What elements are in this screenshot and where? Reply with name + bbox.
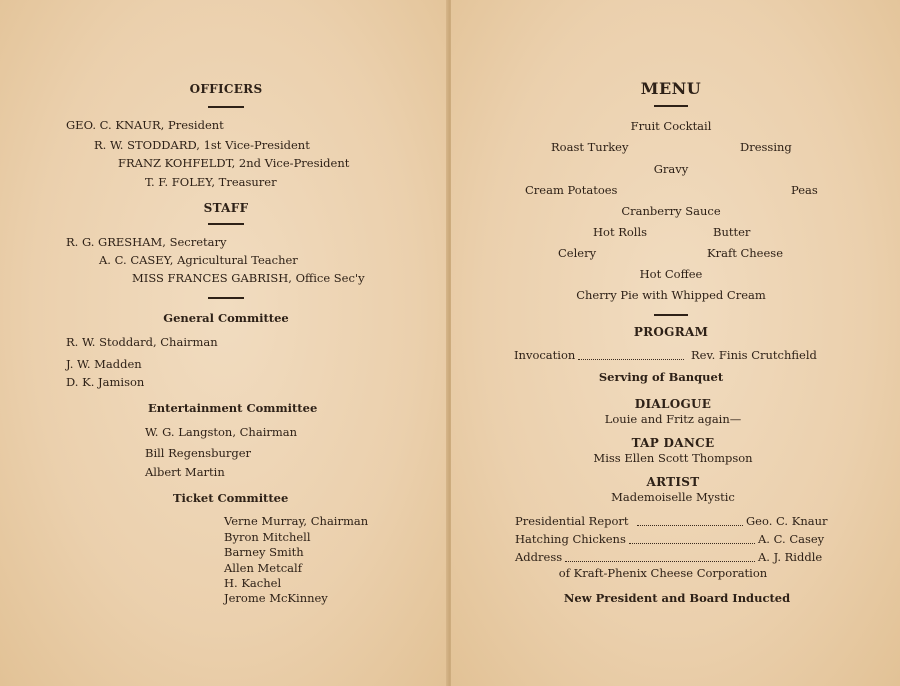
ticket-committee-member: Byron Mitchell — [224, 530, 311, 544]
menu-item-cherry-pie: Cherry Pie with Whipped Cream — [576, 288, 766, 302]
general-committee-member: J. W. Madden — [66, 357, 142, 371]
menu-rule — [654, 105, 688, 107]
entertainment-committee-heading: Entertainment Committee — [148, 401, 318, 415]
ticket-committee-member: Allen Metcalf — [224, 561, 302, 575]
officer-president: GEO. C. KNAUR, President — [66, 118, 224, 132]
entertainment-committee-member: W. G. Langston, Chairman — [145, 425, 298, 439]
program-hatching-leader — [629, 543, 755, 544]
staff-office-secretary: MISS FRANCES GABRISH, Office Sec'y — [132, 271, 365, 285]
officer-treasurer: T. F. FOLEY, Treasurer — [145, 175, 277, 189]
program-address-organization: of Kraft-Phenix Cheese Corporation — [558, 566, 768, 580]
staff-end-rule — [208, 297, 244, 299]
program-heading: PROGRAM — [633, 325, 709, 339]
program-address-label: Address — [515, 550, 563, 564]
general-committee-member: D. K. Jamison — [66, 375, 145, 389]
menu-item-celery: Celery — [558, 246, 597, 260]
general-committee-heading: General Committee — [163, 311, 289, 325]
program-invocation-name: Rev. Finis Crutchfield — [691, 348, 817, 362]
menu-item-hot-rolls: Hot Rolls — [593, 225, 648, 239]
program-report-leader — [637, 525, 743, 526]
menu-item-dressing: Dressing — [740, 140, 792, 154]
staff-secretary: R. G. GRESHAM, Secretary — [66, 235, 227, 249]
staff-agricultural-teacher: A. C. CASEY, Agricultural Teacher — [99, 253, 298, 267]
entertainment-committee-member: Albert Martin — [145, 465, 225, 479]
program-dialogue-text: Louie and Fritz again— — [604, 412, 742, 426]
program-report-name: Geo. C. Knaur — [746, 514, 828, 528]
program-hatching-label: Hatching Chickens — [515, 532, 626, 546]
menu-end-rule — [654, 314, 688, 316]
officer-first-vp: R. W. STODDARD, 1st Vice-President — [94, 138, 310, 152]
program-closing: New President and Board Inducted — [563, 591, 791, 605]
menu-item-hot-coffee: Hot Coffee — [639, 267, 703, 281]
left-page — [0, 0, 449, 686]
menu-item-roast-turkey: Roast Turkey — [551, 140, 629, 154]
staff-rule — [208, 223, 244, 225]
program-address-name: A. J. Riddle — [758, 550, 823, 564]
general-committee-member: R. W. Stoddard, Chairman — [66, 335, 218, 349]
program-address-leader — [565, 561, 755, 562]
program-invocation-leader — [578, 359, 684, 360]
ticket-committee-heading: Ticket Committee — [173, 491, 289, 505]
menu-item-kraft-cheese: Kraft Cheese — [707, 246, 784, 260]
program-artist-heading: ARTIST — [646, 475, 700, 489]
right-page — [451, 0, 900, 686]
menu-item-cream-potatoes: Cream Potatoes — [525, 183, 618, 197]
officer-second-vp: FRANZ KOHFELDT, 2nd Vice-President — [118, 156, 350, 170]
staff-heading: STAFF — [203, 201, 249, 215]
program-tap-dance-heading: TAP DANCE — [631, 436, 715, 450]
program-report-label: Presidential Report — [515, 514, 629, 528]
ticket-committee-member: Barney Smith — [224, 545, 304, 559]
ticket-committee-member: Verne Murray, Chairman — [224, 514, 369, 528]
menu-item-gravy: Gravy — [653, 162, 689, 176]
officers-rule — [208, 106, 244, 108]
ticket-committee-member: H. Kachel — [224, 576, 282, 590]
program-dialogue-heading: DIALOGUE — [634, 397, 712, 411]
program-artist-text: Mademoiselle Mystic — [611, 490, 735, 504]
entertainment-committee-member: Bill Regensburger — [145, 446, 252, 460]
menu-item-fruit-cocktail: Fruit Cocktail — [630, 119, 712, 133]
program-serving: Serving of Banquet — [598, 370, 724, 384]
menu-item-peas: Peas — [791, 183, 818, 197]
ticket-committee-member: Jerome McKinney — [224, 591, 328, 605]
program-tap-dance-text: Miss Ellen Scott Thompson — [593, 451, 753, 465]
program-hatching-name: A. C. Casey — [758, 532, 825, 546]
menu-item-cranberry-sauce: Cranberry Sauce — [621, 204, 721, 218]
program-invocation-label: Invocation — [514, 348, 576, 362]
menu-item-butter: Butter — [713, 225, 751, 239]
menu-heading: MENU — [640, 79, 702, 98]
officers-heading: OFFICERS — [189, 82, 263, 96]
